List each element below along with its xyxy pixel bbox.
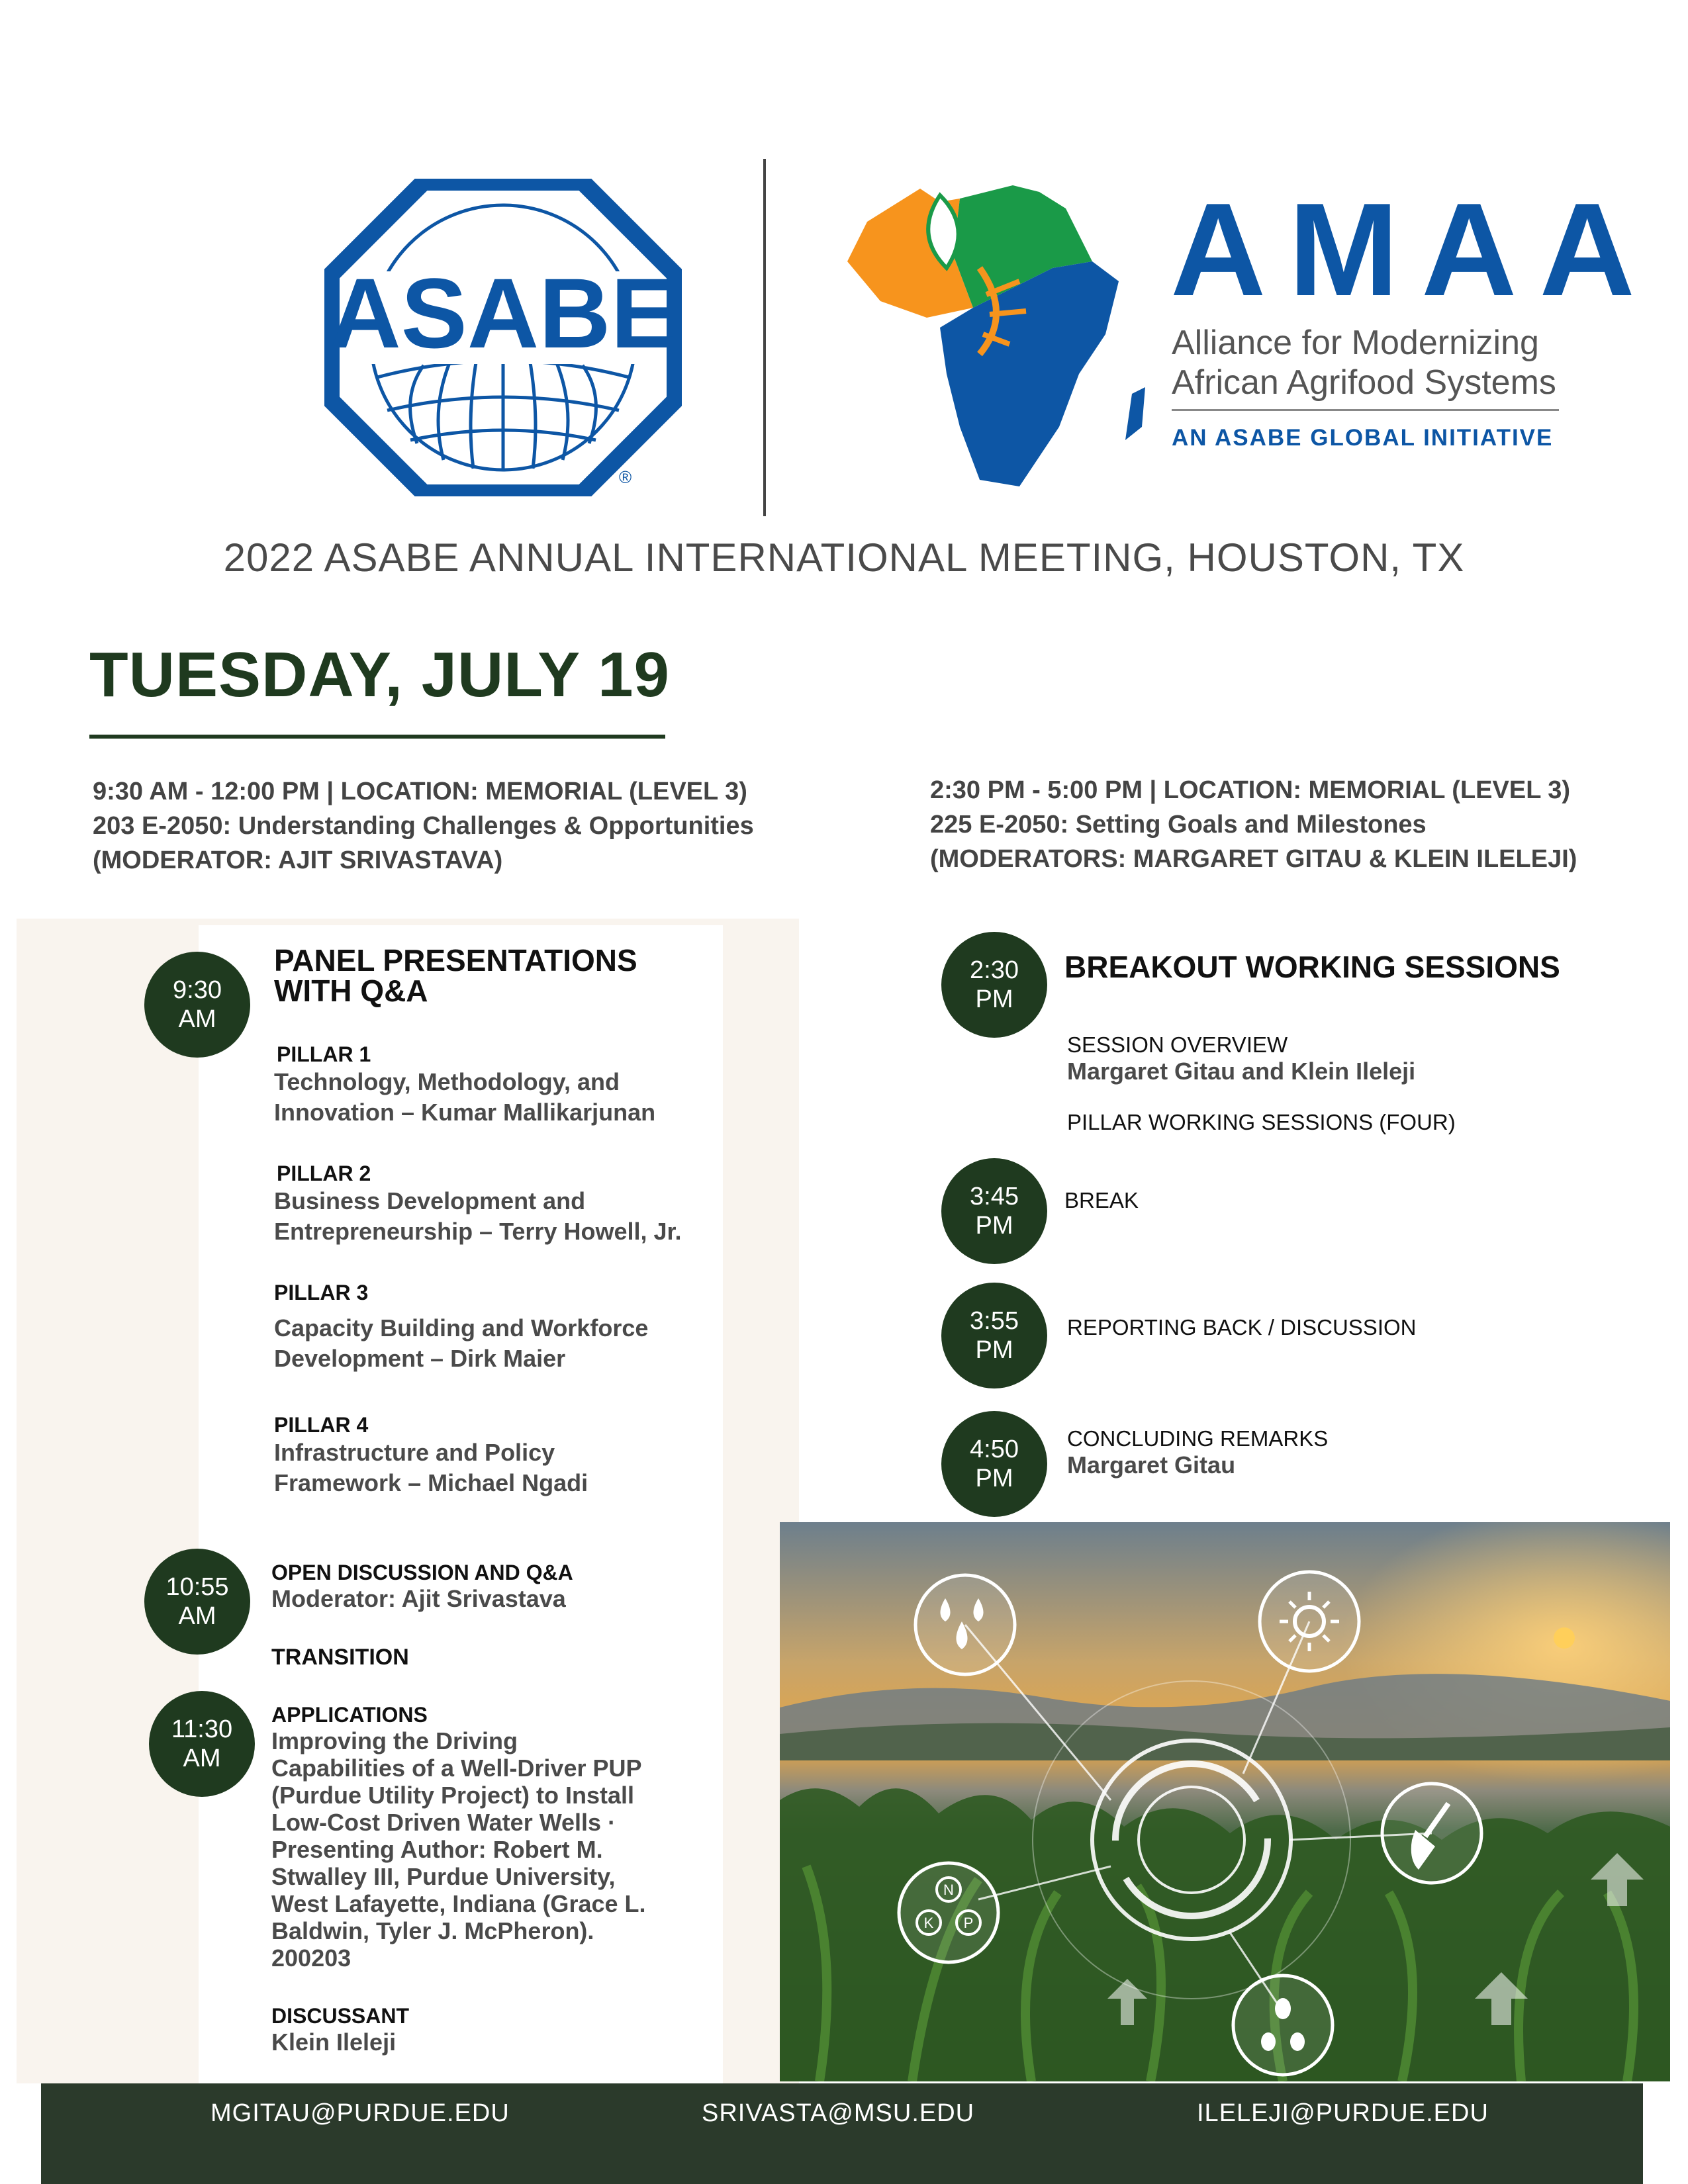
email-gitau[interactable]: MGITAU@PURDUE.EDU	[211, 2099, 510, 2127]
panel-presentations-title: PANEL PRESENTATIONS WITH Q&A	[274, 943, 637, 1008]
time-circle-345: 3:45 PM	[941, 1158, 1047, 1264]
shovel-icon	[1382, 1784, 1481, 1883]
applications: APPLICATIONS Improving the Driving Capabilities of a Well-Driver PUP (Purdue Utility Project) to Install Low-Cost Driven Water Wells · Presenting Author: Robert M. Stwalley III, Purdue University, West Lafayette, Indiana (Grace L. Baldwin, Tyler J. McPheron). 200203	[271, 1703, 646, 1972]
time-circle-1130: 11:30 AM	[149, 1691, 255, 1797]
smart-farming-photo	[780, 1522, 1670, 2081]
transition-label: TRANSITION	[271, 1645, 409, 1670]
meeting-title: 2022 ASABE ANNUAL INTERNATIONAL MEETING, HOUSTON, TX	[223, 535, 1465, 580]
amaa-name-line1: Alliance for Modernizing	[1172, 324, 1539, 362]
morning-session-title: 203 E-2050: Understanding Challenges & Opportunities	[93, 812, 754, 840]
time-circle-930: 9:30 AM	[144, 952, 250, 1058]
pillar-4: PILLAR 4 Infrastructure and Policy Framework – Michael Ngadi	[274, 1413, 588, 1496]
africa-map-logo	[841, 175, 1152, 493]
pillar-working-sessions: PILLAR WORKING SESSIONS (FOUR)	[1067, 1110, 1456, 1134]
amaa-acronym: AMAA	[1170, 176, 1658, 324]
time-circle-230: 2:30 PM	[941, 932, 1047, 1038]
asabe-logo	[324, 179, 682, 496]
pillar-3: PILLAR 3 Capacity Building and Workforce Development – Dirk Maier	[274, 1281, 649, 1372]
npk-icon	[899, 1863, 998, 1962]
svg-text:N: N	[943, 1882, 954, 1898]
logo-divider	[763, 159, 766, 516]
time-circle-450: 4:50 PM	[941, 1411, 1047, 1517]
morning-session-header	[93, 774, 754, 878]
svg-text:P: P	[963, 1915, 974, 1931]
afternoon-time-location: 2:30 PM - 5:00 PM | LOCATION: MEMORIAL (LEVEL 3)	[930, 776, 1571, 804]
afternoon-session-header	[930, 773, 1577, 876]
email-ileleji[interactable]: ILELEJI@PURDUE.EDU	[1197, 2099, 1489, 2127]
break-label: BREAK	[1064, 1188, 1139, 1212]
session-overview: SESSION OVERVIEW Margaret Gitau and Klein Ileleji	[1067, 1032, 1416, 1085]
day-title-underline	[89, 735, 665, 739]
amaa-name-line2: African Agrifood Systems	[1172, 363, 1556, 402]
svg-text:®: ®	[619, 467, 632, 487]
bugs-icon	[1233, 1976, 1333, 2075]
contact-footer	[41, 2083, 1643, 2184]
afternoon-moderators: (MODERATORS: MARGARET GITAU & KLEIN ILELEJI)	[930, 845, 1577, 873]
amaa-divider	[1172, 409, 1559, 411]
pillar-2: PILLAR 2 Business Development and Entrepreneurship – Terry Howell, Jr.	[274, 1161, 682, 1245]
amaa-tagline: AN ASABE GLOBAL INITIATIVE	[1172, 425, 1554, 451]
water-drops-icon	[915, 1575, 1015, 1674]
morning-time-location: 9:30 AM - 12:00 PM | LOCATION: MEMORIAL (LEVEL 3)	[93, 778, 747, 805]
asabe-wordmark: ASABE	[329, 257, 677, 369]
morning-moderator: (MODERATOR: AJIT SRIVASTAVA)	[93, 846, 503, 874]
email-srivastava[interactable]: SRIVASTA@MSU.EDU	[702, 2099, 975, 2127]
pillar-1: PILLAR 1 Technology, Methodology, and Innovation – Kumar Mallikarjunan	[274, 1042, 656, 1126]
breakout-sessions-title: BREAKOUT WORKING SESSIONS	[1064, 950, 1560, 984]
time-circle-355: 3:55 PM	[941, 1283, 1047, 1388]
afternoon-session-title: 225 E-2050: Setting Goals and Milestones	[930, 811, 1427, 839]
open-discussion: OPEN DISCUSSION AND Q&A Moderator: Ajit Srivastava	[271, 1561, 573, 1612]
svg-text:K: K	[923, 1915, 934, 1931]
sun-icon	[1260, 1572, 1359, 1671]
day-title: TUESDAY, JULY 19	[89, 639, 670, 710]
reporting-back-label: REPORTING BACK / DISCUSSION	[1067, 1315, 1417, 1340]
concluding-remarks: CONCLUDING REMARKS Margaret Gitau	[1067, 1426, 1329, 1479]
time-circle-1055: 10:55 AM	[144, 1549, 250, 1655]
discussant: DISCUSSANT Klein Ileleji	[271, 2004, 410, 2056]
